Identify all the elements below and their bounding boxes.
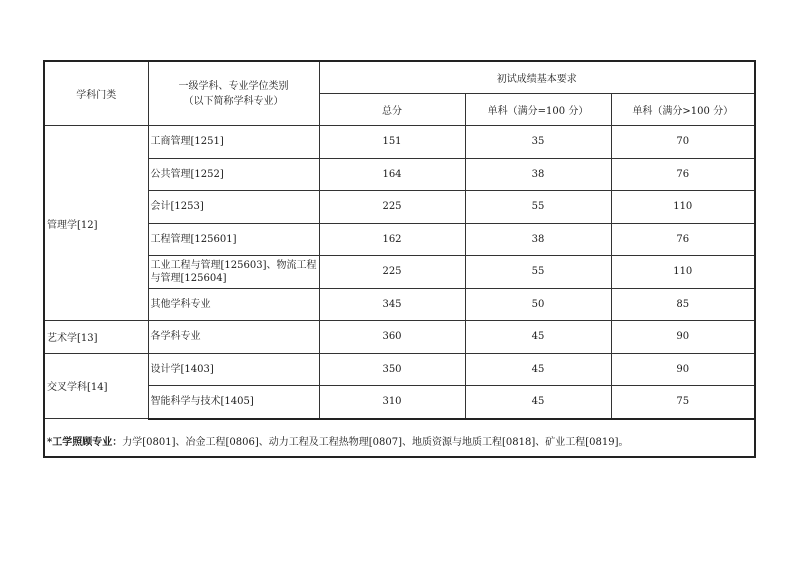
discipline-cell: 设计学[1403] xyxy=(148,353,319,386)
header-requirements: 初试成绩基本要求 xyxy=(319,62,754,94)
table-row xyxy=(45,126,754,159)
discipline-cell: 工业工程与管理[125603]、物流工程与管理[125604] xyxy=(148,256,319,289)
category-cell: 艺术学[13] xyxy=(45,321,148,354)
header-category: 学科门类 xyxy=(45,62,148,126)
footnote-label: *工学照顾专业： xyxy=(47,437,123,448)
discipline-cell: 工程管理[125601] xyxy=(148,223,319,256)
header-discipline: 一级学科、专业学位类别 （以下简称学科专业） xyxy=(148,62,319,126)
table-row xyxy=(45,288,754,321)
discipline-cell: 各学科专业 xyxy=(148,321,319,354)
table-row xyxy=(45,386,754,419)
discipline-cell: 工商管理[1251] xyxy=(148,126,319,159)
single-gt100-cell: 90 xyxy=(611,321,754,354)
discipline-cell: 公共管理[1252] xyxy=(148,158,319,191)
single-gt100-cell: 76 xyxy=(611,158,754,191)
total-cell: 225 xyxy=(319,191,465,224)
score-table xyxy=(45,62,754,420)
single-gt100-cell: 70 xyxy=(611,126,754,159)
footnote xyxy=(45,428,754,457)
score-requirements-sheet xyxy=(43,60,756,458)
category-cell: 管理学[12] xyxy=(45,126,148,321)
single-100-cell: 45 xyxy=(465,386,611,419)
total-cell: 225 xyxy=(319,256,465,289)
single-100-cell: 38 xyxy=(465,158,611,191)
total-cell: 345 xyxy=(319,288,465,321)
total-cell: 151 xyxy=(319,126,465,159)
single-100-cell: 55 xyxy=(465,191,611,224)
single-gt100-cell: 75 xyxy=(611,386,754,419)
single-100-cell: 38 xyxy=(465,223,611,256)
single-100-cell: 45 xyxy=(465,321,611,354)
single-100-cell: 55 xyxy=(465,256,611,289)
single-gt100-cell: 85 xyxy=(611,288,754,321)
table-row xyxy=(45,256,754,289)
discipline-cell: 智能科学与技术[1405] xyxy=(148,386,319,419)
single-gt100-cell: 90 xyxy=(611,353,754,386)
table-row xyxy=(45,158,754,191)
table-row xyxy=(45,191,754,224)
single-100-cell: 45 xyxy=(465,353,611,386)
total-cell: 310 xyxy=(319,386,465,419)
single-gt100-cell: 110 xyxy=(611,191,754,224)
single-gt100-cell: 76 xyxy=(611,223,754,256)
single-gt100-cell: 110 xyxy=(611,256,754,289)
table-row xyxy=(45,321,754,354)
table-row xyxy=(45,353,754,386)
footnote-text: 力学[0801]、冶金工程[0806]、动力工程及工程热物理[0807]、地质资源与地质工程[0818]、矿业工程[0819]。 xyxy=(122,437,629,448)
total-cell: 360 xyxy=(319,321,465,354)
discipline-cell: 其他学科专业 xyxy=(148,288,319,321)
header-single-100: 单科（满分=100 分） xyxy=(465,94,611,126)
category-cell: 交叉学科[14] xyxy=(45,353,148,419)
total-cell: 164 xyxy=(319,158,465,191)
single-100-cell: 35 xyxy=(465,126,611,159)
discipline-cell: 会计[1253] xyxy=(148,191,319,224)
total-cell: 350 xyxy=(319,353,465,386)
single-100-cell: 50 xyxy=(465,288,611,321)
header-total: 总分 xyxy=(319,94,465,126)
table-row xyxy=(45,223,754,256)
header-single-gt100: 单科（满分>100 分） xyxy=(611,94,754,126)
total-cell: 162 xyxy=(319,223,465,256)
